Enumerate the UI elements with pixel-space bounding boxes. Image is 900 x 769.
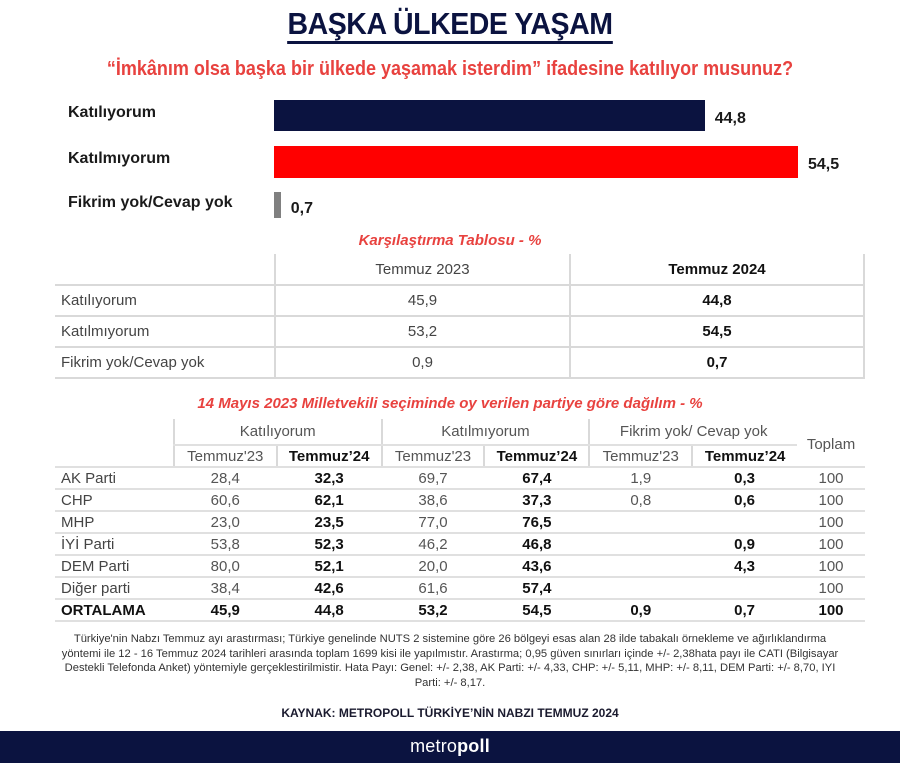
logo-part-metro: metro xyxy=(410,736,458,756)
party-table xyxy=(55,419,865,622)
comparison-value-2023: 0,9 xyxy=(275,347,570,378)
party-value: 52,3 xyxy=(277,533,382,555)
party-value: 46,2 xyxy=(382,533,485,555)
party-total: 100 xyxy=(797,555,865,577)
comparison-header-blank xyxy=(55,254,275,285)
party-value: 23,5 xyxy=(277,511,382,533)
party-header-blank xyxy=(55,419,174,467)
group-header-fikrim-yok: Fikrim yok/ Cevap yok xyxy=(589,419,797,445)
comparison-value-2024: 54,5 xyxy=(570,316,864,347)
page-title xyxy=(36,6,864,42)
party-value: 1,9 xyxy=(589,467,692,489)
comparison-value-2024: 44,8 xyxy=(570,285,864,316)
party-total: 100 xyxy=(797,511,865,533)
party-value: 0,9 xyxy=(589,599,692,621)
party-value: 38,4 xyxy=(174,577,277,599)
comparison-header-row xyxy=(55,254,864,285)
party-value: 61,6 xyxy=(382,577,485,599)
subheader-temmuz-23: Temmuz'23 xyxy=(174,445,277,467)
party-row xyxy=(55,577,865,599)
party-total: 100 xyxy=(797,577,865,599)
party-value: 20,0 xyxy=(382,555,485,577)
party-name: Diğer parti xyxy=(55,577,174,599)
comparison-row xyxy=(55,347,864,378)
bar-row xyxy=(0,146,900,186)
party-value xyxy=(692,511,797,533)
party-value: 52,1 xyxy=(277,555,382,577)
party-value: 76,5 xyxy=(484,511,589,533)
party-value: 4,3 xyxy=(692,555,797,577)
party-value: 37,3 xyxy=(484,489,589,511)
party-value: 67,4 xyxy=(484,467,589,489)
party-total: 100 xyxy=(797,599,865,621)
party-value: 38,6 xyxy=(382,489,485,511)
bar-value-label: 54,5 xyxy=(808,156,840,173)
survey-question: “İmkânım olsa başka bir ülkede yaşamak isterdim” ifadesine katılıyor musunuz? xyxy=(106,58,794,80)
party-value: 60,6 xyxy=(174,489,277,511)
subheader-temmuz-24: Temmuz’24 xyxy=(277,445,382,467)
party-subheader-row xyxy=(55,445,865,467)
party-value xyxy=(589,533,692,555)
party-value: 0,7 xyxy=(692,599,797,621)
party-value: 53,2 xyxy=(382,599,485,621)
bar-value-label: 44,8 xyxy=(714,110,746,127)
party-row xyxy=(55,467,865,489)
bar-row xyxy=(0,192,900,232)
party-value: 0,9 xyxy=(692,533,797,555)
bar xyxy=(274,100,705,131)
bar xyxy=(274,146,798,178)
comparison-col-2023: Temmuz 2023 xyxy=(275,254,570,285)
party-value xyxy=(589,577,692,599)
party-value: 43,6 xyxy=(484,555,589,577)
party-value xyxy=(589,511,692,533)
party-value: 69,7 xyxy=(382,467,485,489)
party-value xyxy=(692,577,797,599)
party-value: 44,8 xyxy=(277,599,382,621)
party-total: 100 xyxy=(797,489,865,511)
party-name: ORTALAMA xyxy=(55,599,174,621)
party-row xyxy=(55,555,865,577)
subheader-temmuz-24: Temmuz’24 xyxy=(484,445,589,467)
subheader-temmuz-23: Temmuz'23 xyxy=(589,445,692,467)
bar xyxy=(274,192,281,218)
bar-category-label: Fikrim yok/Cevap yok xyxy=(68,194,233,211)
bar-value-label: 0,7 xyxy=(290,200,313,217)
subheader-temmuz-23: Temmuz'23 xyxy=(382,445,485,467)
party-value: 42,6 xyxy=(277,577,382,599)
party-table-title: 14 Mayıs 2023 Milletvekili seçiminde oy verilen partiye göre dağılım - % xyxy=(197,395,703,412)
party-name: MHP xyxy=(55,511,174,533)
comparison-row xyxy=(55,285,864,316)
party-value: 23,0 xyxy=(174,511,277,533)
comparison-row-label: Katılmıyorum xyxy=(55,316,275,347)
party-value: 32,3 xyxy=(277,467,382,489)
party-group-header-row xyxy=(55,419,865,445)
party-row xyxy=(55,533,865,555)
subheader-temmuz-24: Temmuz’24 xyxy=(692,445,797,467)
party-value: 0,6 xyxy=(692,489,797,511)
bar-category-label: Katılmıyorum xyxy=(68,150,171,167)
party-value: 53,8 xyxy=(174,533,277,555)
party-total: 100 xyxy=(797,467,865,489)
methodology-note: Türkiye'nin Nabzı Temmuz ayı arastırması; Türkiye genelinde NUTS 2 sistemine göre 26 bölgeyi esas alan 28 ilde tabakalı örnekleme ve ağırlıklandırma yöntemi ile 12 - 16 Temmuz 2024 tarihleri arasında toplam 1699 kisi ile yapılmıstır. Arastırma; 0,95 güven sınırları içinde +/- 2,38hata payı ile CATI (Bilgisayar Destekli Telefonda Anket) yöntemiyle gerçeklestirilmistir. Hata Payı: Genel: +/- 2,38, AK Parti: +/- 4,33, CHP: +/- 5,11, MHP: +/- 8,11, DEM Parti: +/- 8,70, IYI Parti: +/- 8,17. xyxy=(61,633,839,689)
party-name: İYİ Parti xyxy=(55,533,174,555)
party-value: 54,5 xyxy=(484,599,589,621)
party-value: 0,8 xyxy=(589,489,692,511)
comparison-title: Karşılaştırma Tablosu - % xyxy=(358,232,542,249)
party-name: CHP xyxy=(55,489,174,511)
party-value xyxy=(589,555,692,577)
party-name: DEM Parti xyxy=(55,555,174,577)
comparison-value-2023: 53,2 xyxy=(275,316,570,347)
group-header-katiliyorum: Katılıyorum xyxy=(174,419,382,445)
party-value: 77,0 xyxy=(382,511,485,533)
metropoll-logo xyxy=(410,736,490,757)
comparison-value-2023: 45,9 xyxy=(275,285,570,316)
bar-row xyxy=(0,100,900,140)
group-header-toplam: Toplam xyxy=(797,419,865,467)
party-value: 45,9 xyxy=(174,599,277,621)
party-row xyxy=(55,511,865,533)
party-row xyxy=(55,599,865,621)
comparison-col-2024: Temmuz 2024 xyxy=(570,254,864,285)
party-value: 46,8 xyxy=(484,533,589,555)
party-value: 0,3 xyxy=(692,467,797,489)
comparison-table xyxy=(55,254,865,379)
party-value: 80,0 xyxy=(174,555,277,577)
footer-bar xyxy=(0,731,900,763)
party-row xyxy=(55,489,865,511)
comparison-row xyxy=(55,316,864,347)
source-line: KAYNAK: METROPOLL TÜRKİYE’NİN NABZI TEMMUZ 2024 xyxy=(281,706,619,720)
bar-category-label: Katılıyorum xyxy=(68,104,157,121)
comparison-row-label: Fikrim yok/Cevap yok xyxy=(55,347,275,378)
party-value: 62,1 xyxy=(277,489,382,511)
logo-part-poll: poll xyxy=(457,736,490,756)
party-value: 28,4 xyxy=(174,467,277,489)
comparison-row-label: Katılıyorum xyxy=(55,285,275,316)
comparison-value-2024: 0,7 xyxy=(570,347,864,378)
party-value: 57,4 xyxy=(484,577,589,599)
party-name: AK Parti xyxy=(55,467,174,489)
group-header-katilmiyorum: Katılmıyorum xyxy=(382,419,590,445)
party-total: 100 xyxy=(797,533,865,555)
page-title-text: BAŞKA ÜLKEDE YAŞAM xyxy=(287,6,612,44)
